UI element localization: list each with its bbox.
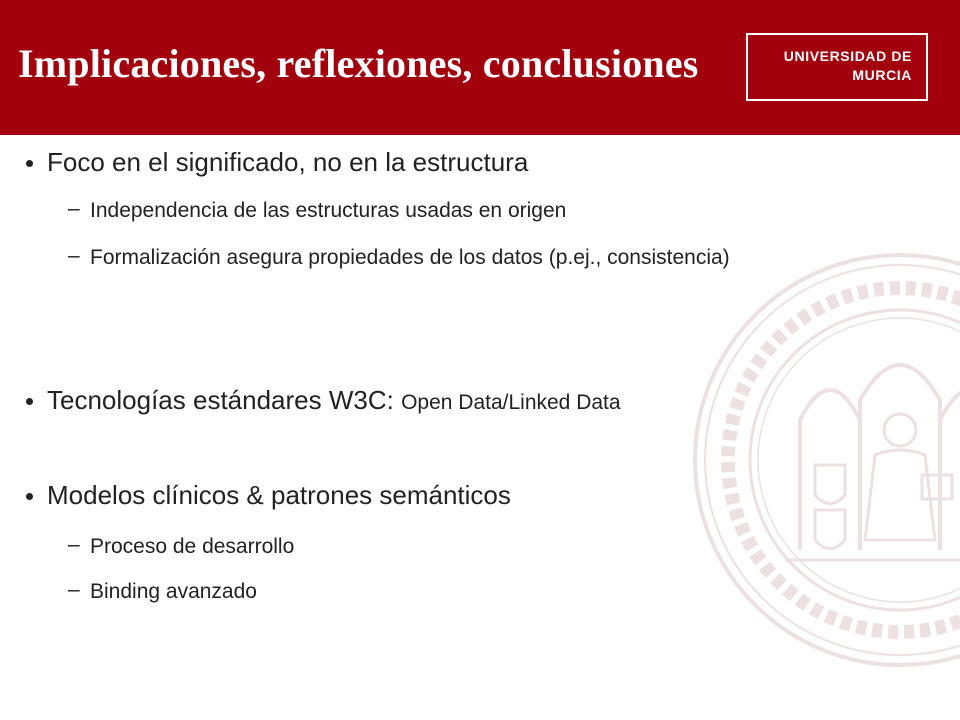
- sub-bullet-dash: –: [68, 197, 80, 220]
- slide-title: Implicaciones, reflexiones, conclusiones: [18, 41, 699, 86]
- logo-line-2: MURCIA: [852, 67, 912, 83]
- sub-bullet-3-1: Proceso de desarrollo: [90, 535, 295, 558]
- bullet-dot: [26, 493, 33, 500]
- bullet-1: Foco en el significado, no en la estructura: [47, 147, 529, 177]
- bullet-2-small-text: Open Data/Linked Data: [401, 391, 621, 414]
- bullet-dot: [26, 160, 33, 167]
- bullet-3: Modelos clínicos & patrones semánticos: [47, 480, 511, 510]
- bullet-dot: [26, 398, 33, 405]
- sub-bullet-1-1: Independencia de las estructuras usadas en origen: [90, 199, 567, 222]
- sub-bullet-dash: –: [68, 244, 80, 267]
- sub-bullet-dash: –: [68, 578, 80, 601]
- sub-bullet-3-2: Binding avanzado: [90, 580, 257, 603]
- sub-bullet-dash: –: [68, 533, 80, 556]
- logo-line-1: UNIVERSIDAD DE: [783, 48, 912, 64]
- bullet-2-text: Tecnologías estándares W3C:: [47, 385, 402, 415]
- bullet-2: [47, 385, 621, 416]
- sub-bullet-1-2: Formalización asegura propiedades de los datos (p.ej., consistencia): [90, 246, 730, 269]
